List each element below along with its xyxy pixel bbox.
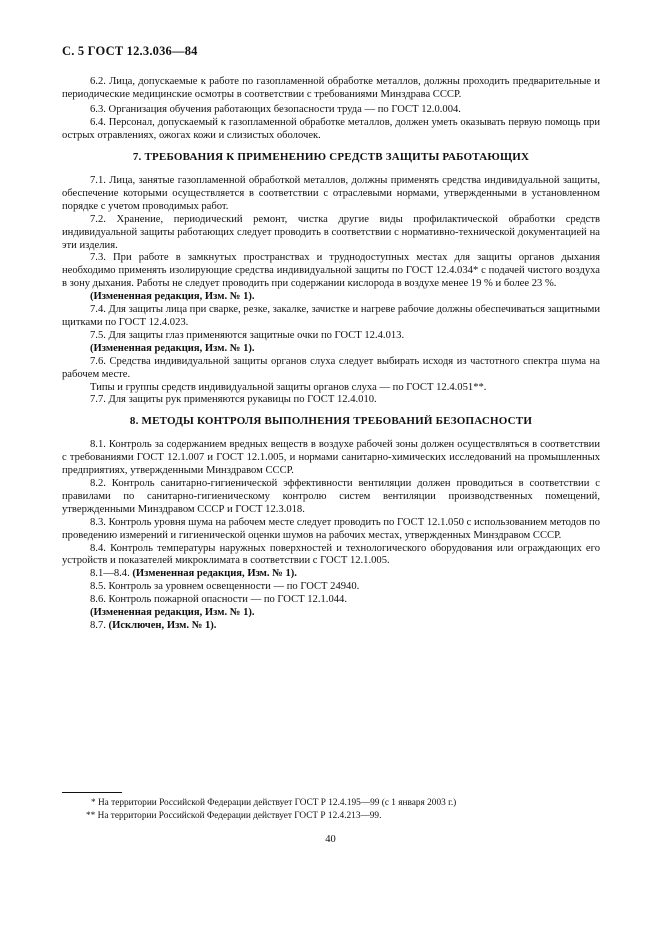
document-body <box>62 76 600 633</box>
excluded-note: (Исключен, Изм. № 1). <box>108 619 217 631</box>
paragraph-7-4: 7.4. Для защиты лица при сварке, резке, закалке, зачистке и нагреве рабочие должны обеспечиваться защитными щитками по ГОСТ 12.4.023. <box>62 304 600 328</box>
amendment-note: (Измененная редакция, Изм. № 1). <box>90 291 255 303</box>
paragraph-7-6: 7.6. Средства индивидуальной защиты органов слуха следует выбирать исходя из частотного спектра шума на рабочем месте. <box>62 355 600 380</box>
paragraph-7-6-types: Типы и группы средств индивидуальной защиты органов слуха — по ГОСТ 12.4.051**. <box>90 381 487 393</box>
paragraph-8-2: 8.2. Контроль санитарно-гигиенической эффективности вентиляции должен проводиться в соответствии с правилами по санитарно-гигиеническому контролю систем вентиляции производственных помещений, утвержденными Минздравом СССР и ГОСТ 12.3.018. <box>62 477 600 515</box>
paragraph-7-2: 7.2. Хранение, периодический ремонт, чистка другие виды профилактической обработки средств индивидуальной защиты работающих следует проводить в соответствии с нормативно-технической документацией на эти изделия. <box>62 213 600 251</box>
amendment-note: (Измененная редакция, Изм. № 1). <box>90 607 255 619</box>
clause-range: 8.1—8.4. <box>90 568 130 580</box>
paragraph-8-7 <box>62 620 600 633</box>
clause-number: 8.7. <box>90 619 106 631</box>
paragraph-7-5: 7.5. Для защиты глаз применяются защитные очки по ГОСТ 12.4.013. <box>90 329 405 341</box>
footnote-separator <box>62 792 122 793</box>
paragraph-8-3: 8.3. Контроль уровня шума на рабочем месте следует проводить по ГОСТ 12.1.050 с использованием методов по проведению измерений и гигиенической оценки шумов на рабочих местах, утвержденных Минздравом СССР. <box>62 516 600 541</box>
footnote-1: * На территории Российской Федерации действует ГОСТ Р 12.4.195—99 (с 1 января 2003 г.) <box>91 798 457 808</box>
paragraph-6-3: 6.3. Организация обучения работающих безопасности труда — по ГОСТ 12.0.004. <box>90 104 461 116</box>
paragraph-7-7: 7.7. Для защиты рук применяются рукавицы по ГОСТ 12.4.010. <box>90 394 377 406</box>
amendment-note: (Измененная редакция, Изм. № 1). <box>132 568 297 580</box>
paragraph-7-1: 7.1. Лица, занятые газопламенной обработкой металлов, должны применять средства индивидуальной защиты, обеспечение которыми осуществляется в соответствии с отраслевыми нормами, утвержденными в установленном порядке с учетом проводимых работ. <box>62 175 600 212</box>
amendment-note: (Измененная редакция, Изм. № 1). <box>90 342 255 354</box>
page-header: С. 5 ГОСТ 12.3.036—84 <box>62 44 198 58</box>
paragraph-8-6: 8.6. Контроль пожарной опасности — по ГОСТ 12.1.044. <box>90 594 347 606</box>
paragraph-8-1: 8.1. Контроль за содержанием вредных веществ в воздухе рабочей зоны должен осуществляться в соответствии с требованиями ГОСТ 12.1.007 и ГОСТ 12.1.005, и нормами санитарно-химических исследований на промышленных предприятиях, утвержденными Минздравом СССР. <box>62 439 600 477</box>
paragraph-6-2: 6.2. Лица, допускаемые к работе по газопламенной обработке металлов, должны проходить предварительные и периодические медицинские осмотры в соответствии с требованиями Минздрава СССР. <box>62 76 600 100</box>
paragraph-7-3: 7.3. При работе в замкнутых пространствах и труднодоступных местах для защиты органов дыхания необходимо применять изолирующие средства индивидуальной защиты по ГОСТ 12.4.034* с подачей чистого воздуха в зону дыхания. Работы не следует проводить при содержании кислорода в воздухе менее 19 % и более 23 %. <box>62 252 600 290</box>
section-8-title: 8. МЕТОДЫ КОНТРОЛЯ ВЫПОЛНЕНИЯ ТРЕБОВАНИЙ БЕЗОПАСНОСТИ <box>129 415 533 428</box>
section-7-title: 7. ТРЕБОВАНИЯ К ПРИМЕНЕНИЮ СРЕДСТВ ЗАЩИТЫ РАБОТАЮЩИХ <box>132 151 530 164</box>
paragraph-8-1-8-4 <box>62 568 600 581</box>
paragraph-6-4: 6.4. Персонал, допускаемый к газопламенной обработке металлов, должен уметь оказывать первую помощь при острых отравлениях, ожогах кожи и слизистых оболочек. <box>62 117 600 142</box>
paragraph-8-5: 8.5. Контроль за уровнем освещенности — по ГОСТ 24940. <box>90 581 360 593</box>
footnote-2: ** На территории Российской Федерации действует ГОСТ Р 12.4.213—99. <box>86 811 382 821</box>
page-number: 40 <box>325 834 336 845</box>
paragraph-8-4: 8.4. Контроль температуры наружных поверхностей и технологического оборудования или ограждающих его устройств и показателей микроклимата в соответствии с ГОСТ 12.1.005. <box>62 542 600 567</box>
